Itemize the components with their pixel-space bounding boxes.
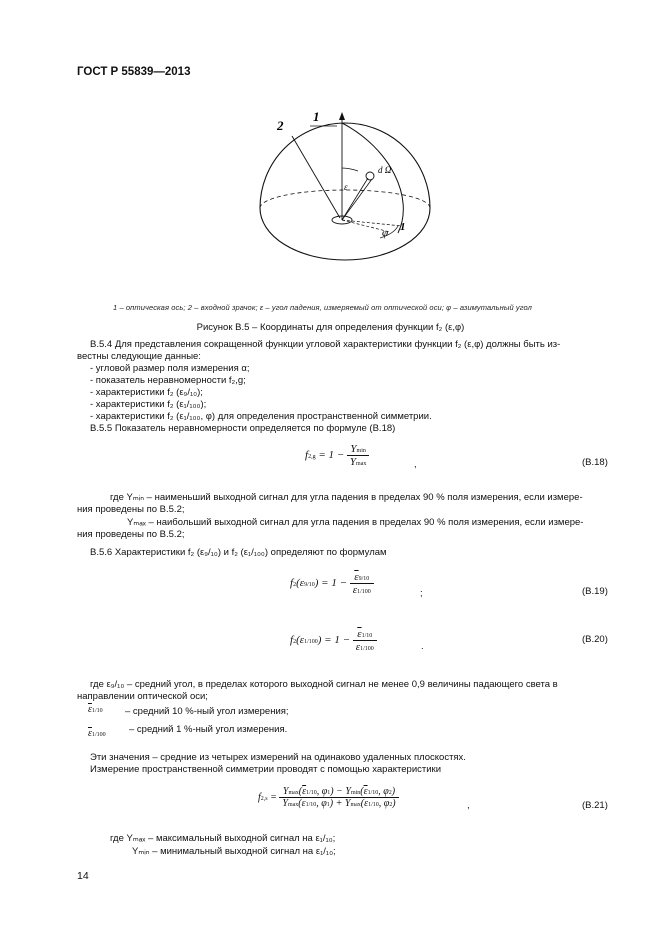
fig-label-1b: 1: [400, 221, 406, 233]
formula-b20: f2(ε1/100) = 1 − $\frac{\overline{\varepsilon}1/10}{\overline{\varepsilon}1/100}$: [290, 628, 377, 653]
formula-b18: f2,g = 1 − $\frac{Ymin}{Ymax}$: [305, 443, 369, 468]
para-b54-line1: В.5.4 Для представления сокращенной функции угловой характеристики функции f₂ (ε,φ) должны быть из-: [90, 339, 561, 350]
page-number: 14: [77, 870, 89, 882]
list-item: - характеристики f₂ (ε₉/₁₀);: [90, 387, 203, 398]
formula-b19: f2(ε9/10) = 1 − $\frac{\overline{\varepsilon}9/10}{\overline{\varepsilon}1/100}$: [290, 571, 374, 596]
pupil-leader: [292, 136, 340, 218]
eps100-symbol: $\overline{\varepsilon}1/100$: [88, 728, 106, 739]
eq-number-b21: (В.21): [582, 800, 608, 811]
figure-legend: 1 – оптическая ось; 2 – входной зрачок; ε – угол падения, измеряемый от оптической оси; φ – азимутальный угол: [113, 303, 532, 312]
eps-definition-line2: направлении оптической оси;: [77, 691, 208, 702]
fig-label-1: 1: [313, 109, 320, 124]
list-item: - показатель неравномерности f₂,g;: [90, 375, 246, 386]
eps100-definition: – средний 1 %-ный угол измерения.: [129, 724, 288, 735]
symmetry-line: Измерение пространственной симметрии проводят с помощью характеристики: [90, 764, 441, 775]
ymax-definition-line2: ния проведены по В.5.2;: [77, 529, 185, 540]
fig-label-domega: d Ω: [378, 165, 392, 175]
para-b55: В.5.5 Показатель неравномерности определяется по формуле (В.18): [90, 423, 396, 434]
eps10-symbol: $\overline{\varepsilon}1/10$: [88, 704, 103, 715]
meridian-arc: [342, 123, 403, 233]
list-item: - характеристики f₂ (ε₁/₁₀₀, φ) для определения пространственной симметрии.: [90, 411, 432, 422]
ymin-definition-line2: ния проведены по В.5.2;: [77, 504, 185, 515]
ymin-definition-line1: где Yₘᵢₙ – наименьший выходной сигнал для угла падения в пределах 90 % поля измерения, если измере-: [110, 492, 583, 503]
eq-number-b19: (В.19): [582, 586, 608, 597]
ymax-definition-line1: Yₘₐₓ – наибольший выходной сигнал для угла падения в пределах 90 % поля измерения, если измере-: [127, 517, 584, 528]
document-header: ГОСТ Р 55839—2013: [77, 66, 191, 78]
base-ellipse-back: [260, 190, 430, 208]
formula-b21: f2,s = $\frac{Ymax(\overline{\varepsilon}1/10, \varphi 1) - Ymin(\overline{\varepsilon}1/10, \varphi 2)}{Ymax(\overline{\varepsilon}1/10, \varphi 1) + Ymax(\overline{\varepsilon}1/10, \varphi 2)}$: [258, 786, 399, 809]
para-b54-line2: вестны следующие данные:: [77, 351, 201, 362]
fig-label-phi: φ: [382, 227, 389, 239]
fig-label-2: 2: [277, 118, 284, 133]
eq-number-b18: (В.18): [582, 457, 608, 468]
eq-number-b20: (В.20): [582, 634, 608, 645]
domega-element: [366, 172, 374, 180]
eps-definition-line1: где ε₉/₁₀ – средний угол, в пределах которого выходной сигнал не менее 0,9 величины падающего света в: [90, 679, 558, 690]
ymin-final: Yₘᵢₙ – минимальный выходной сигнал на ε₁/₁₀;: [132, 846, 336, 857]
list-item: - характеристики f₂ (ε₁/₁₀₀);: [90, 399, 207, 410]
hemisphere-figure: [240, 108, 450, 286]
list-item: - угловой размер поля измерения α;: [90, 363, 250, 374]
eps10-definition: – средний 10 %-ный угол измерения;: [125, 706, 289, 717]
fig-label-eps: ε: [344, 182, 348, 192]
ymax-final: где Yₘₐₓ – максимальный выходной сигнал на ε₁/₁₀;: [110, 833, 336, 844]
average-line: Эти значения – средние из четырех измерений на одинаково удаленных плоскостях.: [90, 752, 466, 763]
figure-title: Рисунок В.5 – Координаты для определения функции f₂ (ε,φ): [196, 322, 465, 333]
para-b56: В.5.6 Характеристики f₂ (ε₉/₁₀) и f₂ (ε₁/₁₀₀) определяют по формулам: [90, 547, 387, 558]
